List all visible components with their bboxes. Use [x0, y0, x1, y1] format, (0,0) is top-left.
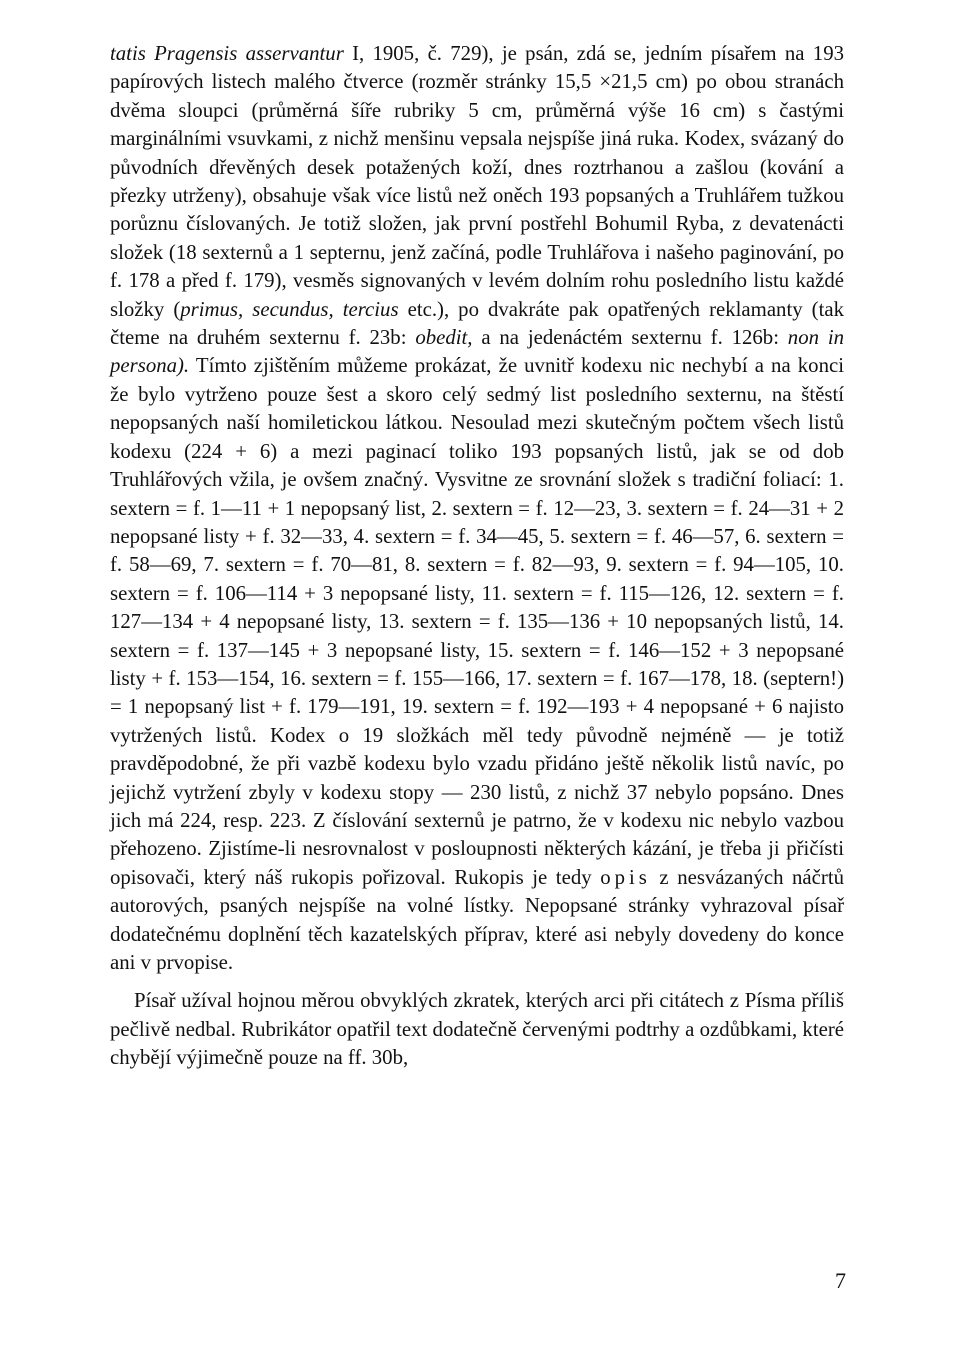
- italic-catchword: non in persona).: [110, 326, 844, 378]
- italic-signatures: primus, secundus, tercius: [180, 297, 399, 321]
- text-run: I, 1905, č. 729), je psán, zdá se, jedním písařem na 193 papírových listech malého čtverce (rozměr stránky 15,5 ×21,5 cm) po obou stranách dvěma sloupci (průměrná šíře rubriky 5 cm, průměrná výše 16 cm) s častými marginálními vsuvkami, z nichž menšinu vepsala nejspíše jiná ruka. Kodex, svázaný do původních dřevěných desek potažených koží, dnes roztrhanou a zašlou (kování a přezky utrženy), obsahuje však více listů než oněch 193 popsaných a Truhlářem tužkou porůznu číslovaných. Je totiž složen, jak první postřehl Bohumil Ryba, z devatenácti složek (18 sexternů a 1 septernu, jenž začíná, podle Truhlářova i našeho paginování, po f. 178 a před f. 179), vesměs signovaných v levém dolním rohu posledního listu každé složky (: [110, 42, 844, 321]
- page-body: [110, 40, 844, 1073]
- italic-catchword: obedit,: [415, 326, 473, 350]
- text-run: etc.), po dvakráte pak opatřených reklamanty (tak čteme na druhém sexternu f. 23b:: [110, 297, 844, 350]
- spaced-emphasis: opis: [600, 865, 651, 889]
- paragraph-1: [110, 40, 844, 977]
- text-run: Tímto zjištěním můžeme prokázat, že uvnitř kodexu nic nechybí a na konci že bylo vytrženo pouze šest a skoro celý sedmý list posledního sexternu, na štěstí nepopsaných naší homiletickou látkou. Nesoulad mezi skutečným počtem všech listů kodexu (224 + 6) a mezi paginací toliko 193 popsaných listů, jak se od dob Truhlářových vžila, je ovšem značný. Vysvitne ze srovnání složek s tradiční foliací: 1. sextern = f. 1—11 + 1 nepopsaný list, 2. sextern = f. 12—23, 3. sextern = f. 24—31 + 2 nepopsané listy + f. 32—33, 4. sextern = f. 34—45, 5. sextern = f. 46—57, 6. sextern = f. 58—69, 7. sextern = f. 70—81, 8. sextern = f. 82—93, 9. sextern = f. 94—105, 10. sextern = f. 106—114 + 3 nepopsané listy, 11. sextern = f. 115—126, 12. sextern = f. 127—134 + 4 nepopsané listy, 13. sextern = f. 135—136 + 10 nepopsaných listů, 14. sextern = f. 137—145 + 3 nepopsané listy, 15. sextern = f. 146—152 + 3 nepopsané listy + f. 153—154, 16. sextern = f. 155—166, 17. sextern = f. 167—178, 18. (septern!) = 1 nepopsaný list + f. 179—191, 19. sextern = f. 192—193 + 4 nepopsané + 6 najisto vytržených listů. Kodex o 19 složkách měl tedy původně nejméně — je totiž pravděpodobné, že při vazbě kodexu bylo vzadu přidáno ještě několik listů navíc, po jejichž vytržení zbyly v kodexu stopy — 230 listů, z nichž 37 nebylo popsáno. Dnes jich má 224, resp. 223. Z číslování sexternů je patrno, že v kodexu nic nebylo vazbou přehozeno. Zjistíme-li nesrovnalost v posloupnosti některých kázání, je třeba ji přičísti opisovači, který náš rukopis pořizoval. Rukopis je tedy: [110, 354, 844, 889]
- text-run: z nesvázaných náčrtů autorových, psaných nejspíše na volné lístky. Nepopsané stránky vyhrazoval písař dodatečnému doplnění těch kazatelských příprav, které asi nebyly dovedeny do konce ani v prvopise.: [110, 865, 844, 974]
- page-number: 7: [835, 1268, 846, 1293]
- italic-citation: tatis Pragensis asservantur: [110, 42, 344, 65]
- paragraph-2: Písař užíval hojnou měrou obvyklých zkratek, kterých arci při citátech z Písma příliš pečlivě nedbal. Rubrikátor opatřil text dodatečně červenými podtrhy a ozdůbkami, které chybějí výjimečně pouze na ff. 30b,: [110, 989, 844, 1070]
- text-run: a na jedenáctém sexternu f. 126b:: [472, 326, 788, 350]
